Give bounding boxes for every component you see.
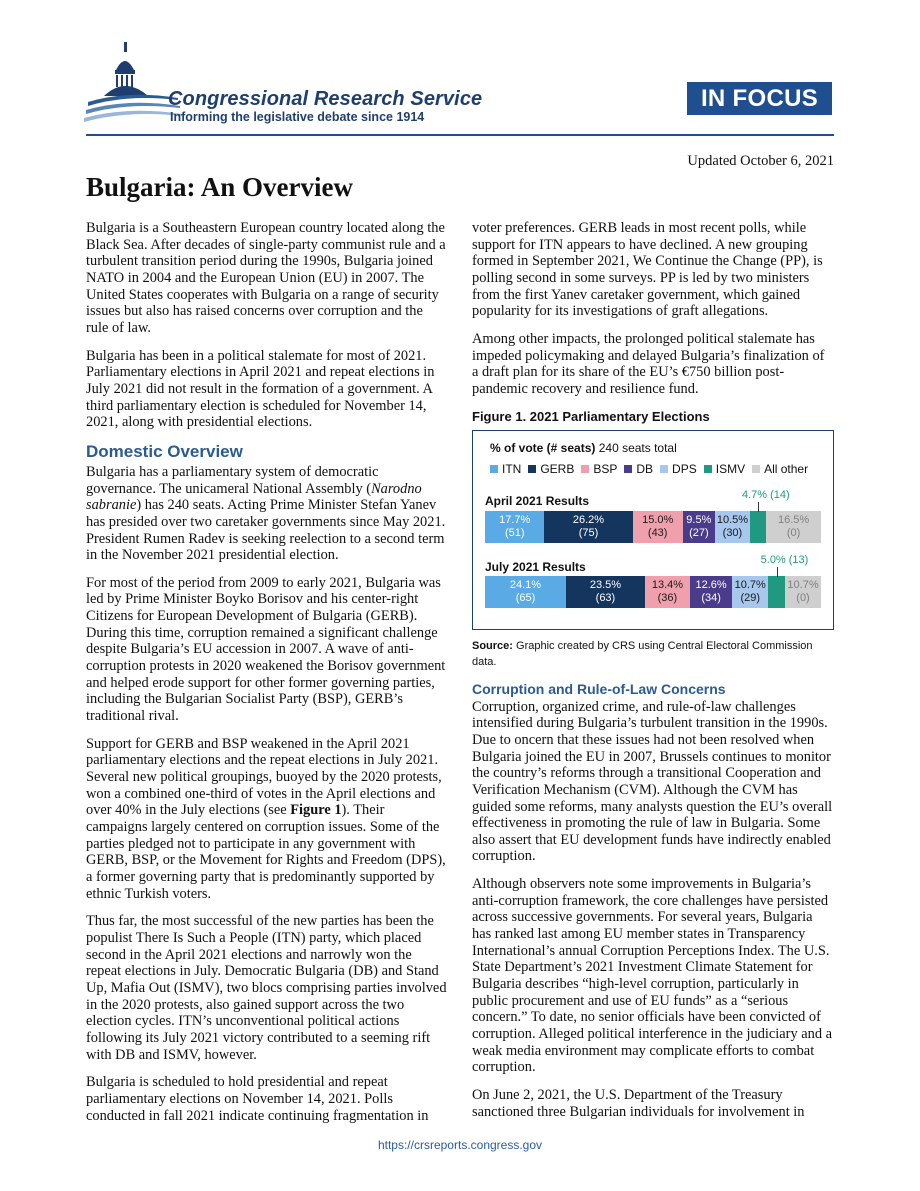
bar-segment-db bbox=[683, 511, 715, 543]
page-title: Bulgaria: An Overview bbox=[86, 172, 353, 202]
paragraph: voter preferences. GERB leads in most recent polls, while support for ITN appears to have declined. A new grouping formed in September 2021, We Continue the Change (PP), is polling second in some surveys. PP is led by two ministers from the first Yanev caretaker government, which gained popularity for its investigations of graft allegations. bbox=[472, 220, 823, 320]
data-label-seats: (0) bbox=[786, 526, 801, 539]
bar-segment-ismv bbox=[768, 576, 785, 608]
in-focus-badge: IN FOCUS bbox=[687, 82, 832, 115]
legend-swatch bbox=[528, 465, 536, 473]
data-label-seats: (75) bbox=[578, 526, 599, 539]
paragraph: Among other impacts, the prolonged political stalemate has impeded policymaking and delayed Bulgaria’s finalization of a draft plan for its share of the EU’s €750 billion post-pandemic recovery and resilience fund. bbox=[472, 330, 825, 397]
report-header bbox=[0, 0, 920, 150]
legend-label: DB bbox=[636, 461, 654, 476]
paragraph: Bulgaria has been in a political stalemate for most of 2021. Parliamentary elections in April 2021 and repeat elections in July 2021 did not result in the formation of a government. A third parliamentary election is scheduled for November 14, 2021, along with presidential elections. bbox=[86, 347, 435, 431]
figure-source: Source: Graphic created by CRS using Central Electoral Commission data. bbox=[472, 639, 813, 668]
legend-item-itn bbox=[490, 461, 521, 478]
left-column bbox=[86, 220, 448, 1124]
data-label-seats: (34) bbox=[701, 591, 721, 604]
legend-swatch bbox=[581, 465, 589, 473]
paragraph: For most of the period from 2009 to early 2021, Bulgaria was led by Prime Minister Boyko Borisov and his center-right Citizens for European Development of Bulgaria (GERB). During this time, corruption remained a significant challenge despite Bulgaria’s EU accession in 2007. A wave of anti-corruption protests in 2020 weakened the Borisov government and helped erode support for other former governing parties, including the Bulgarian Socialist Party (BSP), GERB’s traditional rival. bbox=[86, 574, 446, 725]
chart-heading: % of vote (# seats) 240 seats total bbox=[490, 440, 677, 455]
data-label-callout: 5.0% (13) bbox=[760, 553, 809, 566]
data-label-percent: 10.5% bbox=[716, 513, 749, 526]
round-title-july: July 2021 Results bbox=[485, 559, 586, 574]
paragraph: Corruption, organized crime, and rule-of-law challenges intensified during Bulgaria’s turbulent transition in the 1990s. Due to oncern that these issues had not been resolved when Bulgaria joined the EU in 2007, Brussels continues to monitor the country’s reforms through a transitional Cooperation and Verification Mechanism (CVM). Although the CVM has guided some reforms, many analysts question the EU’s overall effectiveness in promoting the rule of law in Bulgaria. Some also assert that EU development funds have indirectly enabled corruption. bbox=[472, 698, 833, 865]
legend-label: BSP bbox=[593, 461, 618, 476]
legend-item-ismv bbox=[704, 461, 745, 478]
figure-reference-link[interactable]: Figure 1 bbox=[290, 802, 342, 819]
bar-segment-bsp bbox=[645, 576, 690, 608]
updated-date: Updated October 6, 2021 bbox=[687, 153, 834, 169]
legend-item-bsp bbox=[581, 461, 617, 478]
bar-segment-all-other bbox=[785, 576, 821, 608]
bar-row-april bbox=[485, 511, 821, 543]
legend-swatch bbox=[660, 465, 668, 473]
bar-segment-gerb bbox=[566, 576, 645, 608]
bar-segment-itn bbox=[485, 576, 566, 608]
section-heading-corruption: Corruption and Rule-of-Law Concerns bbox=[472, 680, 726, 697]
legend-swatch bbox=[490, 465, 498, 473]
paragraph: Bulgaria is a Southeastern European country located along the Black Sea. After decades of single-party communist rule and a turbulent transition period during the 1990s, Bulgaria joined NATO in 2004 and the European Union (EU) in 2007. The United States cooperates with Bulgaria on a range of security issues but also has raised concerns over corruption and the rule of law. bbox=[86, 220, 446, 336]
legend-label: DPS bbox=[672, 461, 697, 476]
header-divider bbox=[86, 134, 834, 136]
org-tagline: Informing the legislative debate since 1914 bbox=[170, 110, 425, 124]
figure-title: Figure 1. 2021 Parliamentary Elections bbox=[472, 408, 710, 424]
data-label-percent: 17.7% bbox=[499, 513, 531, 526]
legend-item-all-other bbox=[752, 461, 808, 478]
paragraph: Bulgaria is scheduled to hold presidential and repeat parliamentary elections on November 14, 2021. Polls conducted in fall 2021 indicate continuing fragmentation in bbox=[86, 1074, 429, 1124]
right-column bbox=[472, 220, 834, 1120]
data-label-percent: 26.2% bbox=[572, 513, 605, 526]
election-results-chart bbox=[472, 430, 834, 630]
paragraph: Thus far, the most successful of the new parties has been the populist There Is Such a People (ITN) party, which placed second in the April 2021 elections and narrowly won the repeat elections in July. Democratic Bulgaria (DB) and Stand Up, Mafia Out (ISMV), two blocs comprising parties involved in the 2020 protests, also gained support across the two election cycles. ITN’s unconventional political actions following its July 2021 victory contributed to a seeming rift with DB and ISMV, however. bbox=[86, 913, 447, 1063]
legend-item-dps bbox=[660, 461, 697, 478]
bar-segment-bsp bbox=[633, 511, 683, 543]
bar-segment-dps bbox=[732, 576, 768, 608]
bar-segment-ismv bbox=[750, 511, 766, 543]
data-label-seats: (36) bbox=[657, 591, 678, 604]
data-label-percent: 23.5% bbox=[589, 578, 622, 591]
data-label-seats: (27) bbox=[689, 526, 709, 539]
legend-label: GERB bbox=[540, 461, 575, 476]
legend-item-gerb bbox=[528, 461, 574, 478]
legend-item-db bbox=[624, 461, 653, 478]
legend-swatch bbox=[624, 465, 632, 473]
legend-swatch bbox=[752, 465, 760, 473]
data-label-percent: 12.6% bbox=[695, 578, 727, 591]
chart-legend bbox=[490, 461, 808, 478]
org-name: Congressional Research Service bbox=[168, 88, 483, 110]
capitol-dome-logo-icon bbox=[82, 40, 182, 126]
bar-segment-gerb bbox=[544, 511, 632, 543]
legend-label: ITN bbox=[502, 461, 522, 476]
legend-label: ISMV bbox=[715, 461, 746, 476]
data-label-seats: (30) bbox=[722, 526, 743, 539]
paragraph: Support for GERB and BSP weakened in the April 2021 parliamentary elections and the repeat elections in July 2021. Several new political groupings, buoyed by the 2020 protests, won a combined one-third of votes in the April elections and over 40% in the July elections (see Figure 1). Their campaigns largely centered on corruption issues. Some of the parties pledged not to participate in any government with GERB, BSP, or the Movement for Rights and Freedom (DPS), a former governing party that is predominantly supported by ethnic Turkish voters. bbox=[86, 735, 446, 902]
data-label-percent: 16.5% bbox=[778, 513, 810, 526]
data-label-percent: 10.7% bbox=[734, 578, 766, 591]
data-label-percent: 10.7% bbox=[787, 578, 819, 591]
bar-segment-all-other bbox=[766, 511, 821, 543]
legend-swatch bbox=[704, 465, 712, 473]
data-label-seats: (29) bbox=[740, 591, 761, 604]
data-label-seats: (51) bbox=[504, 526, 525, 539]
bar-segment-db bbox=[690, 576, 732, 608]
data-label-percent: 15.0% bbox=[642, 513, 674, 526]
section-heading-domestic: Domestic Overview bbox=[86, 441, 243, 461]
footer-url-link[interactable]: https://crsreports.congress.gov bbox=[377, 1138, 543, 1152]
legend-label: All other bbox=[764, 461, 809, 476]
paragraph: Bulgaria has a parliamentary system of democratic governance. The unicameral National Assembly (Narodno sabranie) has 240 seats. Acting Prime Minister Stefan Yanev has presided over two caretaker governments since May 2021. President Rumen Radev is seeking reelection to a second term in the November 2021 presidential election. bbox=[86, 463, 446, 564]
data-label-callout: 4.7% (14) bbox=[742, 488, 790, 501]
bar-row-july bbox=[485, 576, 821, 608]
paragraph: On June 2, 2021, the U.S. Department of the Treasury sanctioned three Bulgarian individuals for involvement in bbox=[472, 1087, 805, 1120]
data-label-percent: 24.1% bbox=[509, 578, 542, 591]
data-label-percent: 9.5% bbox=[686, 513, 712, 526]
round-title-april: April 2021 Results bbox=[485, 493, 590, 508]
data-label-percent: 13.4% bbox=[651, 578, 684, 591]
data-label-seats: (65) bbox=[515, 591, 536, 604]
bar-segment-dps bbox=[715, 511, 750, 543]
data-label-seats: (63) bbox=[595, 591, 616, 604]
paragraph: Although observers note some improvements in Bulgaria’s anti-corruption framework, the core challenges have persisted across successive governments. For several years, Bulgaria has ranked last among EU member states in Transparency International’s annual Corruption Perceptions Index. The U.S. State Department’s 2021 Investment Climate Statement for Bulgaria describes “high-level corruption, particularly in public procurement and use of EU funds” as a “serious concern.” To date, no senior officials have been convicted of corruption. Alleged political interference in the judiciary and a weak media environment may complicate efforts to combat corruption. bbox=[472, 876, 833, 1076]
data-label-seats: (43) bbox=[647, 526, 668, 539]
bar-segment-itn bbox=[485, 511, 544, 543]
data-label-seats: (0) bbox=[796, 591, 810, 604]
